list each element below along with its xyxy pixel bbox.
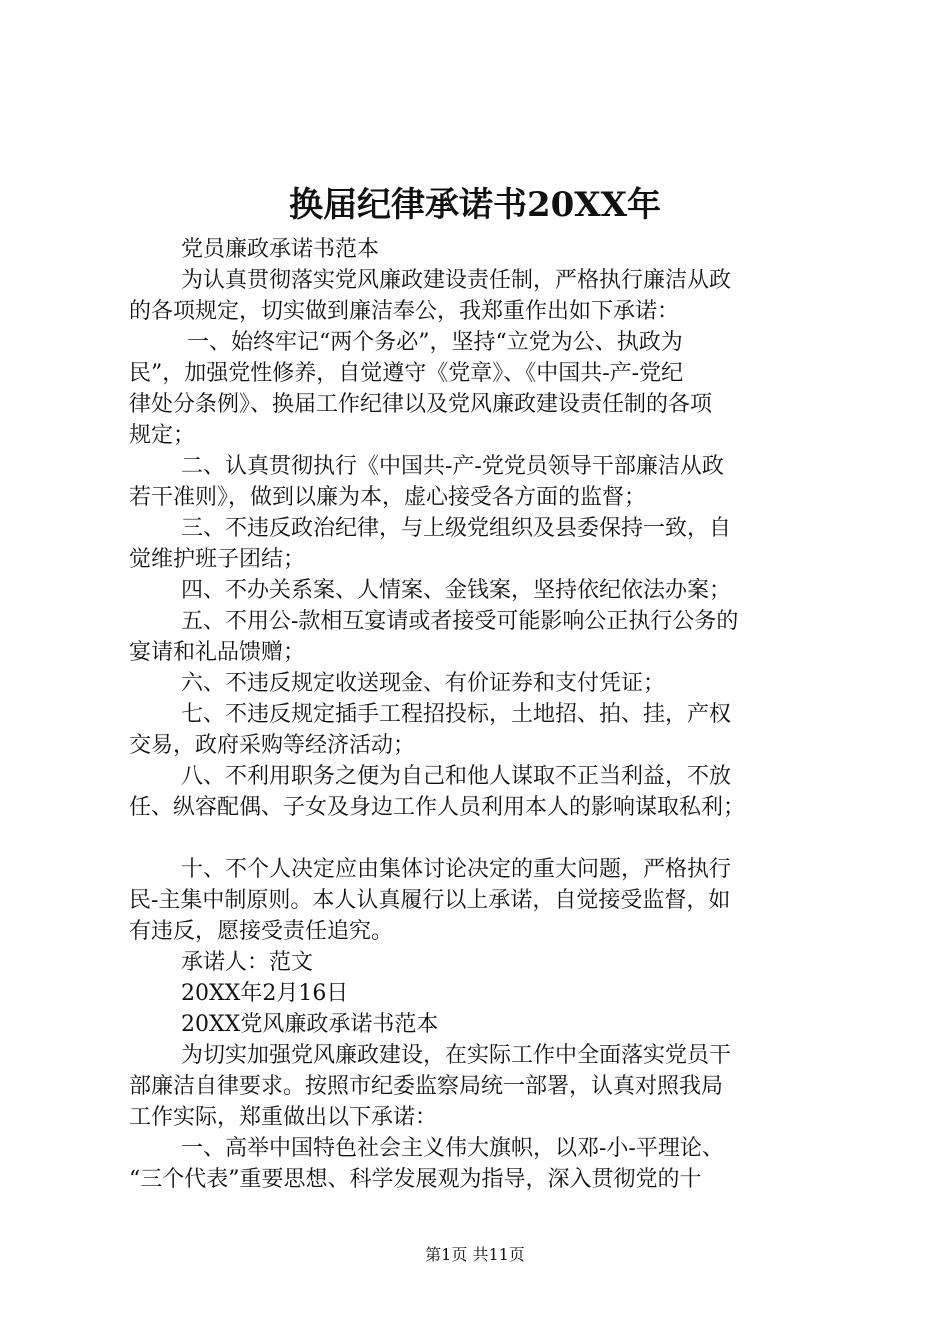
text-line: 工作实际，郑重做出以下承诺： (129, 1105, 438, 1130)
text-line: 五、不用公-款相互宴请或者接受可能影响公正执行公务的 (181, 609, 739, 634)
signature-line: 承诺人：范文 (181, 950, 314, 975)
text-line: 民-主集中制原则。本人认真履行以上承诺，自觉接受监督，如 (129, 888, 731, 913)
text-line: 党员廉政承诺书范本 (181, 237, 380, 262)
text-line: 宴请和礼品馈赠； (129, 640, 306, 665)
text-line: 为切实加强党风廉政建设，在实际工作中全面落实党员干 (181, 1043, 732, 1068)
text-line: 部廉洁自律要求。按照市纪委监察局统一部署，认真对照我局 (129, 1074, 724, 1099)
page-footer: 第1页 共11页 (425, 1245, 525, 1264)
text-line: 八、不利用职务之便为自己和他人谋取不正当利益，不放 (181, 764, 732, 789)
text-line: 十、不个人决定应由集体讨论决定的重大问题，严格执行 (181, 857, 732, 882)
text-line: 民”，加强党性修养，自觉遵守《党章》、《中国共-产-党纪 (129, 361, 684, 386)
text-line: 觉维护班子团结； (129, 547, 306, 572)
text-line: 一、始终牢记“两个务必”，坚持“立党为公、执政为 (187, 330, 683, 355)
text-line: 有违反，愿接受责任追究。 (129, 919, 394, 944)
date-line: 20XX年2月16日 (181, 981, 349, 1006)
text-line: 三、不违反政治纪律，与上级党组织及县委保持一致，自 (181, 516, 732, 541)
document-title: 换届纪律承诺书20XX年 (288, 185, 662, 225)
text-line: 四、不办关系案、人情案、金钱案，坚持依纪依法办案； (181, 578, 732, 603)
text-line: 七、不违反规定插手工程招投标，土地招、拍、挂，产权 (181, 702, 732, 727)
text-line: “三个代表”重要思想、科学发展观为指导，深入贯彻党的十 (129, 1167, 702, 1192)
text-line: 的各项规定，切实做到廉洁奉公，我郑重作出如下承诺： (129, 299, 680, 324)
text-line: 为认真贯彻落实党风廉政建设责任制，严格执行廉洁从政 (181, 268, 732, 293)
text-line: 规定； (129, 423, 196, 448)
text-line: 律处分条例》、换届工作纪律以及党风廉政建设责任制的各项 (129, 392, 713, 417)
text-line: 二、认真贯彻执行《中国共-产-党党员领导干部廉洁从政 (181, 454, 724, 479)
text-line: 一、高举中国特色社会主义伟大旗帜，以邓-小-平理论、 (181, 1136, 724, 1161)
text-line: 任、纵容配偶、子女及身边工作人员利用本人的影响谋取私利； (129, 795, 746, 820)
text-line: 交易，政府采购等经济活动； (129, 733, 416, 758)
document-body (129, 234, 839, 1195)
section-heading: 20XX党风廉政承诺书范本 (181, 1012, 439, 1037)
blank-line (129, 823, 839, 854)
text-line: 若干准则》，做到以廉为本，虚心接受各方面的监督； (129, 485, 647, 510)
text-line: 六、不违反规定收送现金、有价证券和支付凭证； (181, 671, 666, 696)
